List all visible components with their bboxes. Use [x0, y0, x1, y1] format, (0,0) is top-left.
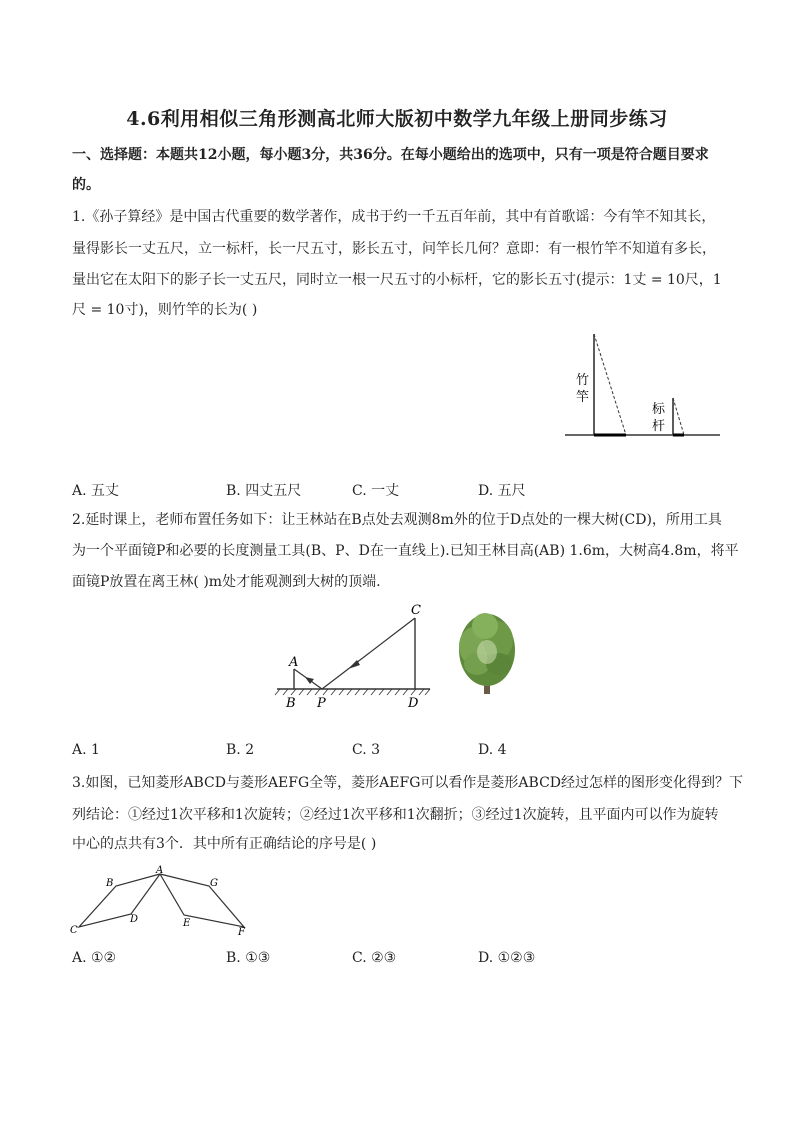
q1-text-line: 量得影长一丈五尺，立一标杆，长一尺五寸，影长五寸，问竿长几何？意即：有一根竹竿不知道有多长， [72, 241, 716, 257]
point-label-f: F [238, 927, 245, 938]
point-label-c: C [70, 925, 78, 936]
point-label-d: D [130, 914, 139, 925]
sun-ray-dashed [673, 398, 684, 435]
pole-label: 竹 [576, 373, 590, 388]
section-heading-line1: 一、选择题：本题共12小题，每小题3分，共36分。在每小题给出的选项中，只有一项是符合题目要求 [72, 147, 709, 163]
q3-option-d[interactable]: D. ①②③ [478, 950, 536, 966]
q3-option-b[interactable]: B. ①③ [226, 950, 271, 966]
q1-option-c[interactable]: C. 一丈 [352, 483, 400, 499]
section-heading-line2: 的。 [72, 177, 100, 193]
point-label-a: A [156, 865, 164, 876]
point-label-c: C [411, 603, 421, 618]
q1-option-d[interactable]: D. 五尺 [478, 483, 526, 499]
point-label-g: G [210, 878, 218, 889]
q3-option-a[interactable]: A. ①② [72, 950, 117, 966]
q2-option-b[interactable]: B. 2 [226, 742, 255, 758]
q2-figure [270, 598, 540, 716]
rhombus-aefg [160, 874, 244, 927]
tree-image [459, 613, 515, 694]
q3-text-line: 中心的点共有3个．其中所有正确结论的序号是( ) [72, 836, 377, 852]
page-title: 4.6利用相似三角形测高北师大版初中数学九年级上册同步练习 [126, 108, 668, 130]
q3-text-line: 3.如图，已知菱形ABCD与菱形AEFG全等，菱形AEFG可以看作是菱形ABCD经过怎样的图形变化得到？下 [72, 775, 743, 791]
stick-label: 杆 [652, 419, 666, 434]
q1-option-a[interactable]: A. 五丈 [72, 483, 120, 499]
stick-label: 标 [652, 402, 666, 417]
point-label-e: E [183, 918, 191, 929]
ground-hatching [275, 689, 430, 695]
point-label-p: P [317, 696, 326, 711]
q2-option-a[interactable]: A. 1 [72, 742, 100, 758]
q2-text-line: 为一个平面镜P和必要的长度测量工具(B、P、D在一直线上).已知王林目高(AB) 1.6m，大树高4.8m，将平 [72, 543, 739, 559]
q1-figure [560, 328, 725, 440]
q2-text-line: 面镜P放置在离王林( )m处才能观测到大树的顶端. [72, 574, 381, 590]
q1-text-line: 量出它在太阳下的影子长一丈五尺，同时立一根一尺五寸的小标杆，它的影长五寸(提示：1丈 = 10尺，1 [72, 272, 722, 288]
sun-ray-dashed [594, 334, 626, 435]
q1-text-line: 1.《孙子算经》是中国古代重要的数学著作，成书于约一千五百年前，其中有首歌谣：今有竿不知其长， [72, 209, 716, 225]
q1-option-b[interactable]: B. 四丈五尺 [226, 483, 302, 499]
q2-text-line: 2.延时课上，老师布置任务如下：让王林站在B点处去观测8m外的位于D点处的一棵大树(CD)，所用工具 [72, 512, 722, 528]
point-label-d: D [408, 696, 419, 711]
q2-option-d[interactable]: D. 4 [478, 742, 507, 758]
point-label-b: B [106, 878, 114, 889]
q3-option-c[interactable]: C. ②③ [352, 950, 397, 966]
point-label-a: A [289, 655, 299, 670]
pole-label: 竿 [576, 390, 590, 405]
rhombus-abcd [79, 874, 160, 927]
q3-text-line: 列结论：①经过1次平移和1次旋转；②经过1次平移和1次翻折；③经过1次旋转，且平面内可以作为旋转 [72, 807, 719, 823]
ray-c-to-p [322, 618, 415, 689]
point-label-b: B [286, 696, 296, 711]
q2-option-c[interactable]: C. 3 [352, 742, 381, 758]
q3-figure [66, 862, 266, 942]
q1-text-line: 尺 = 10寸)，则竹竿的长为( ) [72, 302, 258, 318]
